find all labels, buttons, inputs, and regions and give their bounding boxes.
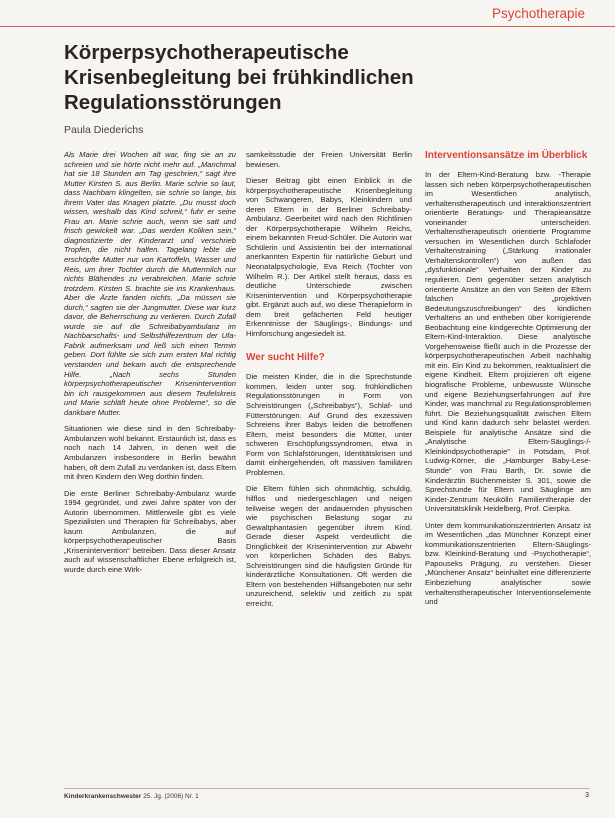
author-name: Paula Diederichs: [64, 124, 144, 136]
section-heading: Interventionsansätze im Überblick: [425, 150, 588, 161]
journal-issue: 25. Jg. (2006) Nr. 1: [143, 793, 199, 800]
body-paragraph: Situationen wie diese sind in den Schreibaby-Ambulanzen wohl bekannt. Erstaunlich ist, dass es noch nach 14 Jahren, in denen weit die Ambulanzen insbesondere in Berlin bewährt haben, oft dem Zufall zu verdanken ist, dass Eltern mit ihren Kindern den Weg dorthin finden.: [64, 424, 236, 482]
section-heading: Wer sucht Hilfe?: [246, 352, 325, 364]
title-line: Krisenbegleitung bei frühkindlichen: [64, 66, 414, 89]
body-paragraph: Unter dem kommunikationszentrierten Ansatz ist im Wesentlichen „das Münchner Konzept einer kommunikationszentrierten Eltern-Säuglings- bzw. Kleinkind-Beratung und -Psychotherapie“, Papouseks Prägung, zu verstehen. Dieser „Münchener Ansatz“ beinhaltet eine differenzierte Einbeziehung analytischer sowie verhaltenstherapeutischer Interventionselemente und: [425, 520, 591, 607]
body-paragraph: samkeitsstudie der Freien Universität Berlin bewiesen.: [246, 150, 412, 169]
title-line: Regulationsstörungen: [64, 91, 282, 114]
journal-citation: [64, 793, 199, 800]
intro-paragraph: Als Marie drei Wochen alt war, fing sie an zu schreien und sie hörte nicht mehr auf. „Manchmal hat sie 18 Stunden am Tag geschrien,“ sagt ihre Mutter Kirsten S. aus Berlin. Marie schrie so laut, dass Nachbarn klingelten, sie schrie so lange, bis ihrem Vater das Knagen platzte. „Du musst doch wissen, weshalb das Kind schreit,“ fuhr er seine Frau an. Marie schrie auch, wenn sie satt und frisch gewickelt war. „Das werden Koliken sein,“ diagnostizierte der Kinderarzt und verschrieb Tropfen, die nicht halfen. Tagelang lebte die erschöpfte Mutter nur von Kartoffeln, Wasser und Reis, um ihrer Tochter durch die Muttermilch nur nichts Blähendes zu verabreichen. Marie schrie trotzdem. Kirsten S. brachte sie ins Krankenhaus. Aber die Ärzte fanden nichts. „Da müssen sie durch,“ sagten sie der Jungmutter. Diese war kurz davor, die Beherrschung zu verlieren. Durch Zufall wurde sie auf die Schreibabyambulanz im Nachbarschafts- und Selbsthilfezentrum der Ufa-Fabrik aufmerksam und ließ sich einen Termin geben. Dort fühlte sie sich zum ersten Mal richtig verstanden und bekam auch die entsprechende Hilfe. „Nach sechs Stunden körperpsychotherapeutischer Krisenintervention bin ich rausgekommen aus diesem Teufelskreis und Marie schläft heute ohne Probleme“, so die dankbare Mutter.: [64, 150, 236, 417]
page-number: 3: [585, 792, 589, 799]
section-label: Psychotherapie: [491, 6, 585, 21]
body-paragraph: Dieser Beitrag gibt einen Einblick in die körperpsychotherapeutische Krisenbegleitung von Schwangeren, Babys, Kleinkindern und deren Eltern in der Berliner Schreibaby-Ambulanz. Geerbeitet wird nach den Richtlinien der Körperpsychotherapie Wilhelm Reichs, einem bekannten Freud-Schüler. Die Autorin war Schülerin und Assistentin bei der international anerkannten Expertin für natürliche Geburt und Neonatalpsychologie, Eva Reich (Tochter von Wilhelm R.). Der Artikel stellt heraus, dass es deutliche Unterschiede zwischen Krisenintervention und Körperpsychotherapie gibt. Ergänzt auch auf, wo diese Therapieform in dem breit gefächerten Feld heutiger Erkenntnisse der Säuglings-, Bindungs- und Hirnforschung angesiedelt ist.: [246, 176, 412, 338]
body-paragraph: Die meisten Kinder, die in die Sprechstunde kommen, leiden unter sog. frühkindlichen Regulationsstörungen in Form von Schreistörungen („Schreibabys“), Schlaf- und Fütterstörungen. Auf Grund des exzessiven Schreiens ihrer Babys leiden die betroffenen Eltern, meist besonders die Mütter, unter schweren Erschöpfungssyndromen, etwa in Form von Schlafstörungen, Identitätskrisen und damit einhergehenden, oft massiven familiären Problemen.: [246, 372, 412, 477]
title-line: Körperpsychotherapeutische: [64, 41, 349, 64]
body-paragraph: Die erste Berliner Schreibaby-Ambulanz wurde 1994 gegründet, und zwei Jahre später von der Autorin übernommen. Mittlerweile gibt es viele Spezialisten und Therapien für Schreibabys, aber kaum Ambulanzen, die auf körperpsychotherapeutischer Basis „Krisenintervention“ betreiben. Dass dieser Ansatz auch auf wissenschaftlicher Ebene erfolgreich ist, wurde durch eine Wirk-: [64, 488, 236, 574]
text-column-2: [246, 150, 412, 616]
body-paragraph: Die Eltern fühlen sich ohnmächtig, schuldig, hilflos und niedergeschlagen und neigen teilweise wegen der andauernden physischen wie psychischen Belastung sogar zu Gewaltphantasien gegenüber ihrem Kind. Gerade dieser Aspekt verdeutlicht die Dringlichkeit der Krisenintervention zur Abwehr von körperlichen Schäden des Babys. Schreistörungen sind die häufigsten Gründe für kinderärztliche Konsultationen. Oft werden die Eltern von bestehenden Hilfsangeboten nur sehr unzureichend, selektiv und zeitlich zu spät erreicht.: [246, 484, 412, 608]
text-column-3: [425, 150, 591, 614]
body-paragraph: In der Eltern-Kind-Beratung bzw. -Therapie lassen sich neben körperpsychotherapeutischen im Wesentlichen analytisch, verhaltenstherapeutisch und interaktionszentriert orientierte Beratungs- und Therapieansätze voneinander unterscheiden. Verhaltenstherapeutisch orientierte Programme versuchen im Wesentlichen durch Schlafoder Verhaltenstraining („Stärkung irrationaler Verhaltenskontrollen“) von außen das „dysfunktionale“ Verhalten der Kinder zu regulieren. Dem gegenüber setzen analytisch orientierte Ansätze an den von Seiten der Eltern falschen „projektiven Bedeutungszuschreibungen“ des kindlichen Verhaltens an und entheben über korrigierende Beobachtung eine kindgerechte Optimierung der Eltern-Kind-Interaktion. Diese analytische Vorgehensweise fließt auch in die Prozesse der körperpsychotherapeutischen Arbeit nachhaltig mit ein. Ein Kind zu bekommen, reaktualisiert die eigene Kindheit. Eltern projizieren oft eigene biografische Probleme, unbewusste Wünsche und eigene Beziehungserfahrungen auf ihre Kinder, was manchmal zu Regulationsproblemen führt. Die Beziehungsqualität zwischen Eltern und Kind kann dadurch sehr belastet werden. Beispiele für analytische Ansätze sind die „Analytische Eltern-Säuglings-/-Kleinkindpsychotherapie“ in Potsdam, Prof. Ludwig-Körner, die „Hamburger Baby-Lese-Stunde“ von Frau Barth, Dr. sowie die Kinderärztin Büchenmeister S. 301, sowie die Sprechstunde für Eltern und Säuglinge am Kinder-Zentrum Neukölln Familientherapie der Universitätsklinik Heidelberg, Prof. Cierpka.: [425, 170, 591, 514]
text-column-1: [64, 150, 236, 582]
footer-rule: [64, 788, 590, 789]
header-rule: [0, 26, 615, 27]
article-title: [64, 40, 484, 115]
journal-name: Kinderkrankenschwester: [64, 793, 142, 800]
